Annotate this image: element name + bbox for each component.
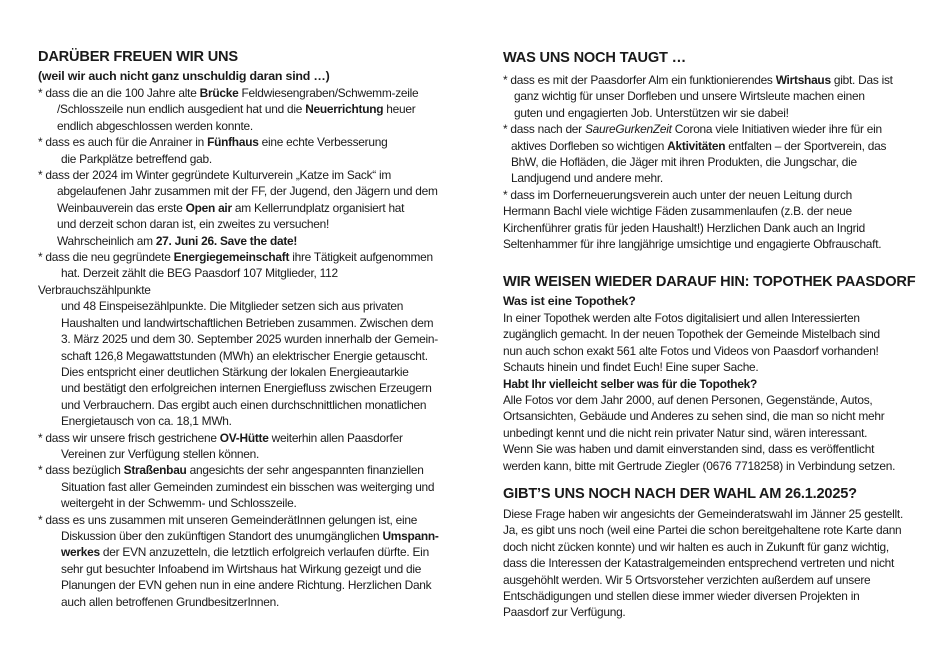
text-run: Wahrscheinlich am <box>57 233 156 248</box>
text-run: Haushalten und landwirtschaftlichen Betrieben zusammen. Zwischen dem <box>61 315 434 330</box>
text-run: Dies entspricht einer deutlichen Stärkung der lokalen Energieautarkie <box>61 364 409 379</box>
bold-text: 27. Juni 26. Save the date! <box>155 233 298 248</box>
text-line <box>38 512 439 528</box>
text-run: * dass es uns zusammen mit unseren GemeinderätInnen gelungen ist, eine <box>38 512 418 527</box>
text-line <box>38 282 439 298</box>
text-run: Alle Fotos vor dem Jahr 2000, auf denen Personen, Gegenstände, Autos, <box>503 393 873 408</box>
bold-text: werkes <box>61 545 100 560</box>
bold-text: Brücke <box>199 86 239 100</box>
text-line <box>38 544 439 560</box>
section-subheading: Was ist eine Topothek? <box>503 294 636 308</box>
text-run: * dass die an die 100 Jahre alte <box>38 86 200 100</box>
text-run: BhW, die Hofläden, die Jäger mit ihren Produkten, die Jungschar, die <box>511 155 857 170</box>
text-line <box>38 183 439 199</box>
text-run: entfalten – der Sportverein, das <box>725 138 887 153</box>
bold-text: Neuerrichtung <box>305 102 384 117</box>
text-line <box>38 118 439 134</box>
bold-text: Habt Ihr vielleicht selber was für die Topothek? <box>503 376 758 391</box>
section-body <box>38 85 439 610</box>
bold-text: Wirtshaus <box>775 73 831 87</box>
bold-text: OV-Hütte <box>219 430 269 445</box>
text-line <box>503 343 915 359</box>
text-run: Planungen der EVN gehen nun in eine andere Richtung. Herzlichen Dank <box>61 578 432 593</box>
text-line <box>503 236 893 252</box>
text-line <box>38 380 439 396</box>
text-run: gibt. Das ist <box>830 73 893 87</box>
text-line <box>38 134 439 150</box>
text-line <box>38 151 439 167</box>
text-run: ganz wichtig für unser Dorfleben und unsere Wirtsleute machen einen <box>514 89 865 104</box>
section-subheading: (weil wir auch nicht ganz unschuldig daran sind …) <box>38 69 330 83</box>
text-run: werden kann, bitte mit Gertrude Ziegler (0676 7718258) in Verbindung setzen. <box>503 458 896 473</box>
text-run: * dass wir unsere frisch gestrichene <box>38 430 220 445</box>
text-line <box>503 326 915 342</box>
text-line <box>38 265 439 281</box>
text-line <box>38 594 439 610</box>
text-run: am Kellerrundplatz organisiert hat <box>231 200 405 215</box>
bold-text: Straßenbau <box>123 463 187 478</box>
text-run: angesichts der sehr angespannten finanziellen <box>186 463 424 478</box>
text-line <box>503 154 893 170</box>
text-line <box>503 88 893 104</box>
text-line <box>503 522 903 538</box>
text-run: nun auch schon exakt 561 alte Fotos und Videos von Paasdorf vorhanden! <box>503 343 879 358</box>
text-run: Entschädigungen und stellen diese immer wieder diversen Projekten in <box>503 589 860 604</box>
text-line <box>503 170 893 186</box>
text-run: ausgehöhlt werden. Wir 5 Ortsvorsteher verzichten außerdem auf unsere <box>503 572 871 587</box>
text-run: Ortsansichten, Gebäude und Anderes zu sehen sind, die man so nicht mehr <box>503 409 885 424</box>
text-line <box>38 101 439 117</box>
text-line <box>503 506 903 522</box>
text-run: abgelaufenen Jahr zusammen mit der FF, der Jugend, den Jägern und dem <box>57 184 438 199</box>
text-line <box>38 85 439 101</box>
text-line <box>503 539 903 555</box>
text-line <box>503 572 903 588</box>
text-run: zugänglich gemacht. In der neuen Topothek der Gemeinde Mistelbach sind <box>503 327 880 342</box>
text-run: heuer <box>383 102 416 117</box>
text-line <box>503 604 903 620</box>
text-line <box>503 121 893 137</box>
text-run: * dass der 2024 im Winter gegründete Kulturverein „Katze im Sack“ im <box>38 168 392 183</box>
bold-text: Umspann- <box>382 528 439 543</box>
section-body <box>503 72 893 252</box>
text-run: Verbrauchszählpunkte <box>38 282 151 297</box>
text-run: doch nicht zücken konnte) und wir halten es auch in Zukunft für ganz wichtig, <box>503 539 889 554</box>
text-line <box>503 105 893 121</box>
text-run: und Verbrauchern. Das ergibt auch einen durchschnittlichen monatlichen <box>61 397 427 412</box>
text-line <box>38 479 439 495</box>
text-run: auch allen betroffenen GrundbesitzerInnen. <box>61 594 280 609</box>
text-run: eine echte Verbesserung <box>258 135 388 150</box>
text-line <box>38 167 439 183</box>
text-run: und derzeit schon daran ist, ein zweites zu versuchen! <box>57 217 330 232</box>
section-taugt <box>503 48 893 252</box>
text-run: * dass im Dorferneuerungsverein auch unter der neuen Leitung durch <box>503 187 853 202</box>
text-run: Landjugend und andere mehr. <box>511 171 663 186</box>
section-body <box>503 310 915 474</box>
text-run: * dass bezüglich <box>38 463 124 478</box>
text-run: Paasdorf zur Verfügung. <box>503 605 626 620</box>
text-line <box>503 220 893 236</box>
text-run: unbedingt kennt und die nicht rein privater Natur sind, wären interessant. <box>503 425 868 440</box>
text-line <box>38 315 439 331</box>
text-line <box>38 577 439 593</box>
text-line <box>503 588 903 604</box>
text-line <box>503 376 915 392</box>
section-heading: DARÜBER FREUEN WIR UNS <box>38 49 238 65</box>
italic-text: SaureGurkenZeit <box>584 122 672 137</box>
section-freuen <box>38 47 439 610</box>
bold-text: Fünfhaus <box>207 135 259 150</box>
section-heading: WIR WEISEN WIEDER DARAUF HIN: TOPOTHEK PAASDORF <box>503 274 916 290</box>
text-line <box>503 359 915 375</box>
text-run: Diese Frage haben wir angesichts der Gemeinderatswahl im Jänner 25 gestellt. <box>503 507 904 521</box>
text-run: ihre Tätigkeit aufgenommen <box>289 250 433 265</box>
section-wahl <box>503 484 903 621</box>
text-line <box>38 561 439 577</box>
bold-text: Energiegemeinschaft <box>173 250 290 265</box>
bold-text: Open air <box>185 200 232 215</box>
text-line <box>503 392 915 408</box>
text-run: Situation fast aller Gemeinden zumindest ein bisschen was weiterging und <box>61 479 435 494</box>
text-line <box>503 555 903 571</box>
text-line <box>38 200 439 216</box>
text-run: * dass die neu gegründete <box>38 250 174 265</box>
text-line <box>503 72 893 88</box>
text-line <box>38 495 439 511</box>
text-run: Vereinen zur Verfügung stellen können. <box>61 446 260 461</box>
text-line <box>38 413 439 429</box>
text-line <box>38 348 439 364</box>
text-line <box>503 458 915 474</box>
bold-text: Aktivitäten <box>667 138 726 153</box>
text-run: aktives Dorfleben so wichtigen <box>511 138 668 153</box>
text-line <box>38 216 439 232</box>
text-line <box>38 397 439 413</box>
text-run: Wenn Sie was haben und damit einverstanden sind, dass es veröffentlicht <box>503 442 875 457</box>
text-run: Corona viele Initiativen wieder ihre für ein <box>671 122 882 137</box>
text-run: endlich abgeschlossen werden konnte. <box>57 118 253 133</box>
text-run: Weinbauverein das erste <box>57 200 186 215</box>
text-run: Kirchenführer gratis für jeden Haushalt!) Herzlichen Dank auch an Ingrid <box>503 220 866 235</box>
text-line <box>503 187 893 203</box>
text-line <box>503 203 893 219</box>
text-run: weiterhin allen Paasdorfer <box>268 430 403 445</box>
text-run: und 48 Einspeisezählpunkte. Die Mitglieder setzen sich aus privaten <box>61 299 404 314</box>
text-run: schaft 126,8 Megawattstunden (MWh) an elektrischer Energie getauscht. <box>61 348 428 363</box>
text-line <box>38 462 439 478</box>
text-run: In einer Topothek werden alte Fotos digitalisiert und allen Interessierten <box>503 311 860 325</box>
text-run: Diskussion über den zukünftigen Standort des unumgänglichen <box>61 528 383 543</box>
text-run: Ja, es gibt uns noch (weil eine Partei die schon bereitgehaltene rote Karte dann <box>503 523 902 538</box>
text-run: der EVN anzuzetteln, die letztlich erfolgreich verlaufen dürfte. Ein <box>99 545 429 560</box>
text-run: guten und engagierten Job. Unterstützen wir sie dabei! <box>514 105 789 120</box>
text-run: Hermann Bachl viele wichtige Fäden zusammenlaufen (z.B. der neue <box>503 204 852 219</box>
section-heading: WAS UNS NOCH TAUGT … <box>503 50 687 66</box>
text-line <box>503 441 915 457</box>
section-body <box>503 506 903 621</box>
text-run: weitergeht in der Schwemm- und Schlosszeile. <box>61 496 297 511</box>
text-run: Schauts hinein und findet Euch! Eine super Sache. <box>503 360 759 375</box>
text-line <box>38 249 439 265</box>
section-heading: GIBT’S UNS NOCH NACH DER WAHL AM 26.1.2025? <box>503 486 857 502</box>
text-run: und bestätigt den erfolgreichen internen Energiefluss zwischen Erzeugern <box>61 381 432 396</box>
text-line <box>38 446 439 462</box>
text-line <box>38 430 439 446</box>
text-line <box>38 331 439 347</box>
text-line <box>38 364 439 380</box>
text-line <box>38 528 439 544</box>
text-run: dass die Interessen der Katastralgemeinden entsprechend vertreten und nicht <box>503 556 895 571</box>
text-line <box>503 138 893 154</box>
text-run: * dass es mit der Paasdorfer Alm ein funktionierendes <box>503 73 776 87</box>
text-run: sehr gut besuchter Infoabend im Wirtshaus hat Wirkung gezeigt und die <box>61 561 422 576</box>
text-run: Seltenhammer für ihre langjährige umsichtige und engagierte Obfrauschaft. <box>503 237 882 252</box>
text-run: 3. März 2025 und dem 30. September 2025 wurden innerhalb der Gemein- <box>61 332 438 347</box>
text-line <box>503 310 915 326</box>
text-run: die Parkplätze betreffend gab. <box>61 151 212 166</box>
text-run: * dass es auch für die Anrainer in <box>38 135 208 150</box>
text-line <box>503 425 915 441</box>
text-run: hat. Derzeit zählt die BEG Paasdorf 107 Mitglieder, 112 <box>61 266 338 281</box>
text-run: Energietausch von ca. 18,1 MWh. <box>61 414 232 429</box>
text-run: Feldwiesengraben/Schwemm-zeile <box>238 86 419 100</box>
text-run: /Schlosszeile nun endlich ausgedient hat und die <box>57 102 306 117</box>
section-topothek <box>503 272 915 474</box>
text-run: * dass nach der <box>503 122 585 137</box>
text-line <box>38 233 439 249</box>
text-line <box>503 408 915 424</box>
text-line <box>38 298 439 314</box>
